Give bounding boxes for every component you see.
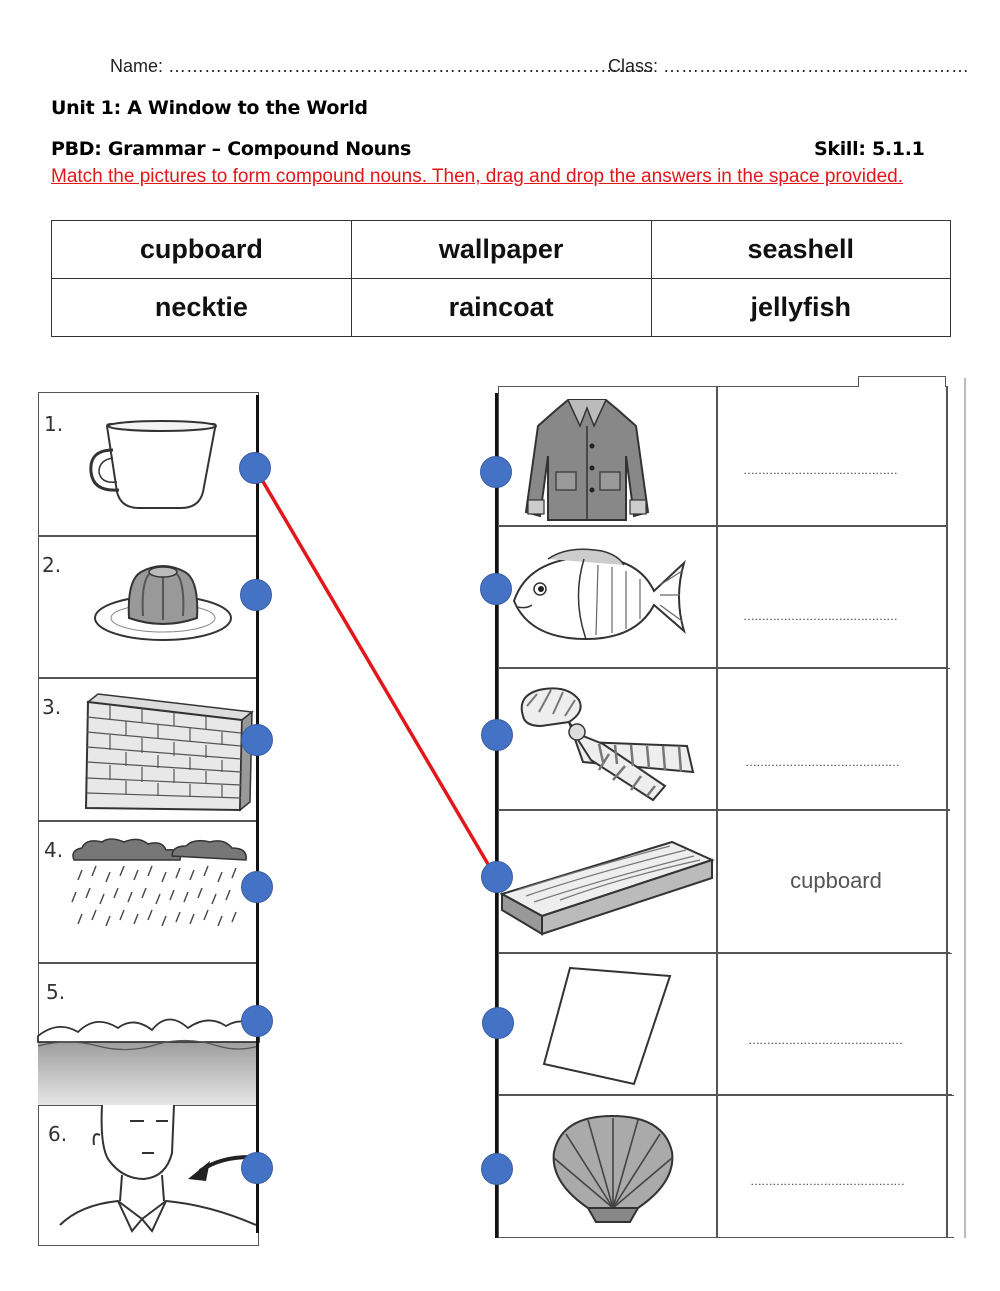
answer-blank[interactable]: ……………………………………: [750, 1174, 904, 1188]
item-number: 2.: [42, 553, 62, 577]
left-match-dot-4[interactable]: [241, 871, 273, 903]
right-match-dot-6[interactable]: [481, 1153, 513, 1185]
word-bank-item[interactable]: wallpaper: [351, 221, 651, 279]
class-field[interactable]: Class: ……………………………………………: [608, 56, 970, 76]
left-match-dot-2[interactable]: [240, 579, 272, 611]
word-bank-item[interactable]: seashell: [651, 221, 950, 279]
word-bank-item[interactable]: jellyfish: [651, 279, 950, 337]
answer-filled[interactable]: cupboard: [790, 868, 882, 893]
instruction-text: Match the pictures to form compound nouns. Then, drag and drop the answers in the space provided.: [51, 166, 903, 187]
right-match-dot-2[interactable]: [480, 573, 512, 605]
answer-blank[interactable]: ……………………………………: [748, 1033, 902, 1047]
left-match-dot-1[interactable]: [239, 452, 271, 484]
name-field[interactable]: Name: ………………………………………………………………………: [110, 56, 655, 76]
item-number: 4.: [44, 838, 64, 862]
left-match-dot-6[interactable]: [241, 1152, 273, 1184]
right-match-dot-3[interactable]: [481, 719, 513, 751]
word-bank-item[interactable]: cupboard: [52, 221, 352, 279]
right-match-dot-1[interactable]: [480, 456, 512, 488]
item-number: 6.: [48, 1122, 68, 1146]
answer-blank[interactable]: ……………………………………: [745, 755, 899, 769]
unit-title: Unit 1: A Window to the World: [51, 97, 368, 119]
left-match-dot-3[interactable]: [241, 724, 273, 756]
item-number: 3.: [42, 695, 62, 719]
word-bank-item[interactable]: raincoat: [351, 279, 651, 337]
topic-title: PBD: Grammar – Compound Nouns: [51, 138, 412, 160]
item-number: 5.: [46, 980, 66, 1004]
answer-blank[interactable]: ……………………………………: [743, 609, 897, 623]
answer-blank[interactable]: ……………………………………: [743, 463, 897, 477]
left-match-dot-5[interactable]: [241, 1005, 273, 1037]
word-bank-item[interactable]: necktie: [52, 279, 352, 337]
right-match-dot-5[interactable]: [482, 1007, 514, 1039]
right-match-dot-4[interactable]: [481, 861, 513, 893]
item-number: 1.: [44, 412, 64, 436]
skill-label: Skill: 5.1.1: [814, 138, 925, 160]
